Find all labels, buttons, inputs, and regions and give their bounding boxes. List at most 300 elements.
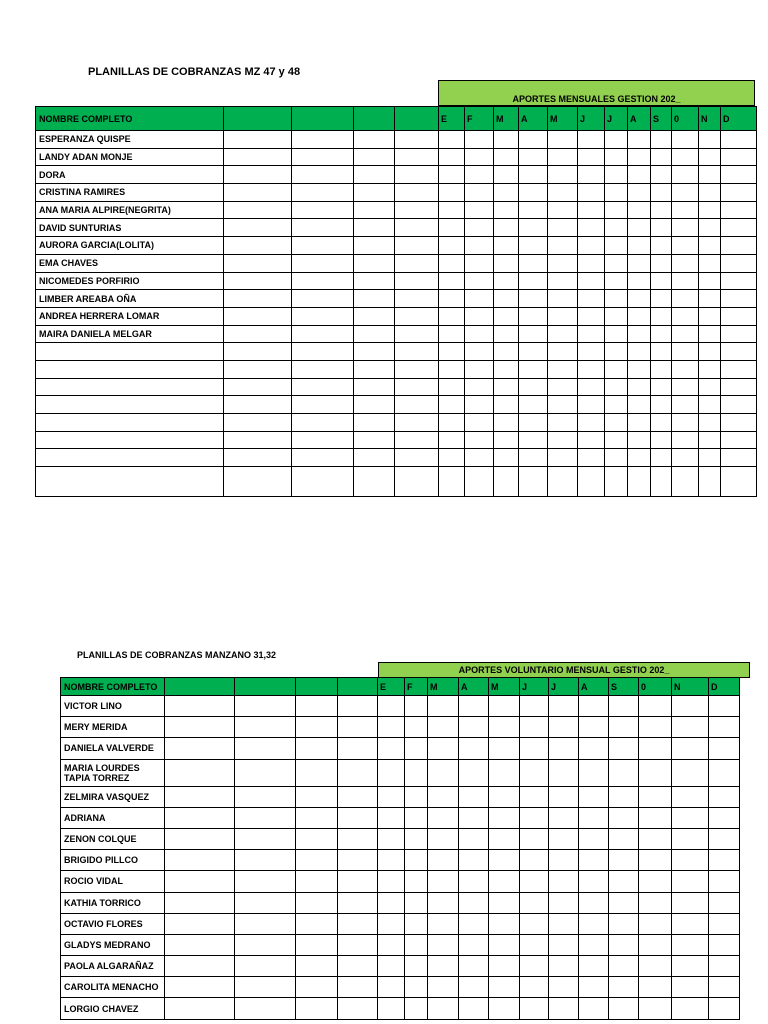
extra-cell[interactable] — [292, 467, 354, 497]
payment-cell[interactable] — [520, 738, 549, 759]
extra-cell[interactable] — [224, 449, 292, 467]
extra-cell[interactable] — [338, 913, 378, 934]
extra-cell[interactable] — [395, 378, 439, 396]
payment-cell[interactable] — [721, 396, 757, 414]
extra-cell[interactable] — [224, 360, 292, 378]
payment-cell[interactable] — [549, 738, 579, 759]
payment-cell[interactable] — [672, 148, 699, 166]
extra-cell[interactable] — [296, 998, 338, 1019]
payment-cell[interactable] — [579, 977, 609, 998]
payment-cell[interactable] — [378, 956, 405, 977]
extra-cell[interactable] — [165, 934, 235, 955]
extra-cell[interactable] — [338, 850, 378, 871]
extra-cell[interactable] — [292, 219, 354, 237]
extra-cell[interactable] — [292, 396, 354, 414]
payment-cell[interactable] — [651, 148, 672, 166]
payment-cell[interactable] — [549, 998, 579, 1019]
member-name[interactable]: OCTAVIO FLORES — [61, 913, 165, 934]
extra-cell[interactable] — [395, 467, 439, 497]
member-name[interactable] — [36, 396, 224, 414]
extra-cell[interactable] — [338, 998, 378, 1019]
payment-cell[interactable] — [721, 219, 757, 237]
payment-cell[interactable] — [699, 431, 721, 449]
extra-cell[interactable] — [354, 201, 395, 219]
member-name[interactable] — [36, 449, 224, 467]
payment-cell[interactable] — [494, 201, 519, 219]
payment-cell[interactable] — [605, 449, 628, 467]
extra-cell[interactable] — [338, 717, 378, 738]
payment-cell[interactable] — [579, 892, 609, 913]
extra-cell[interactable] — [296, 738, 338, 759]
payment-cell[interactable] — [579, 871, 609, 892]
payment-cell[interactable] — [639, 934, 672, 955]
payment-cell[interactable] — [672, 131, 699, 149]
payment-cell[interactable] — [721, 201, 757, 219]
payment-cell[interactable] — [605, 272, 628, 290]
extra-cell[interactable] — [395, 414, 439, 432]
extra-cell[interactable] — [224, 148, 292, 166]
payment-cell[interactable] — [578, 449, 605, 467]
payment-cell[interactable] — [672, 892, 709, 913]
payment-cell[interactable] — [651, 272, 672, 290]
extra-cell[interactable] — [224, 378, 292, 396]
extra-cell[interactable] — [224, 272, 292, 290]
payment-cell[interactable] — [672, 913, 709, 934]
payment-cell[interactable] — [651, 467, 672, 497]
extra-cell[interactable] — [235, 717, 296, 738]
extra-cell[interactable] — [296, 807, 338, 828]
payment-cell[interactable] — [548, 237, 578, 255]
payment-cell[interactable] — [465, 431, 494, 449]
extra-cell[interactable] — [354, 467, 395, 497]
payment-cell[interactable] — [405, 807, 428, 828]
extra-cell[interactable] — [395, 307, 439, 325]
member-name[interactable]: DAVID SUNTURIAS — [36, 219, 224, 237]
payment-cell[interactable] — [628, 325, 651, 343]
payment-cell[interactable] — [721, 307, 757, 325]
payment-cell[interactable] — [672, 290, 699, 308]
payment-cell[interactable] — [494, 449, 519, 467]
payment-cell[interactable] — [405, 828, 428, 849]
payment-cell[interactable] — [465, 184, 494, 202]
payment-cell[interactable] — [672, 828, 709, 849]
payment-cell[interactable] — [578, 201, 605, 219]
extra-cell[interactable] — [224, 467, 292, 497]
payment-cell[interactable] — [378, 913, 405, 934]
payment-cell[interactable] — [651, 414, 672, 432]
member-name[interactable]: LANDY ADAN MONJE — [36, 148, 224, 166]
payment-cell[interactable] — [548, 272, 578, 290]
payment-cell[interactable] — [651, 396, 672, 414]
extra-cell[interactable] — [354, 343, 395, 361]
payment-cell[interactable] — [548, 290, 578, 308]
payment-cell[interactable] — [709, 759, 740, 786]
extra-cell[interactable] — [296, 956, 338, 977]
payment-cell[interactable] — [519, 166, 548, 184]
extra-cell[interactable] — [292, 290, 354, 308]
extra-cell[interactable] — [292, 378, 354, 396]
payment-cell[interactable] — [672, 237, 699, 255]
extra-cell[interactable] — [292, 184, 354, 202]
payment-cell[interactable] — [439, 467, 465, 497]
payment-cell[interactable] — [578, 325, 605, 343]
payment-cell[interactable] — [405, 759, 428, 786]
payment-cell[interactable] — [494, 219, 519, 237]
payment-cell[interactable] — [428, 998, 459, 1019]
payment-cell[interactable] — [699, 396, 721, 414]
extra-cell[interactable] — [354, 131, 395, 149]
payment-cell[interactable] — [489, 807, 520, 828]
payment-cell[interactable] — [489, 786, 520, 807]
payment-cell[interactable] — [548, 378, 578, 396]
extra-cell[interactable] — [354, 378, 395, 396]
member-name[interactable]: ROCIO VIDAL — [61, 871, 165, 892]
payment-cell[interactable] — [672, 378, 699, 396]
payment-cell[interactable] — [459, 913, 489, 934]
extra-cell[interactable] — [292, 343, 354, 361]
payment-cell[interactable] — [578, 378, 605, 396]
payment-cell[interactable] — [520, 786, 549, 807]
payment-cell[interactable] — [651, 201, 672, 219]
extra-cell[interactable] — [296, 850, 338, 871]
payment-cell[interactable] — [548, 201, 578, 219]
payment-cell[interactable] — [639, 696, 672, 717]
payment-cell[interactable] — [405, 717, 428, 738]
payment-cell[interactable] — [548, 431, 578, 449]
payment-cell[interactable] — [578, 237, 605, 255]
extra-cell[interactable] — [395, 449, 439, 467]
payment-cell[interactable] — [548, 219, 578, 237]
payment-cell[interactable] — [405, 786, 428, 807]
extra-cell[interactable] — [395, 272, 439, 290]
payment-cell[interactable] — [578, 414, 605, 432]
payment-cell[interactable] — [428, 717, 459, 738]
payment-cell[interactable] — [439, 254, 465, 272]
payment-cell[interactable] — [378, 850, 405, 871]
payment-cell[interactable] — [549, 977, 579, 998]
payment-cell[interactable] — [709, 977, 740, 998]
payment-cell[interactable] — [605, 414, 628, 432]
payment-cell[interactable] — [699, 449, 721, 467]
extra-cell[interactable] — [354, 166, 395, 184]
payment-cell[interactable] — [520, 892, 549, 913]
extra-cell[interactable] — [296, 892, 338, 913]
payment-cell[interactable] — [628, 343, 651, 361]
payment-cell[interactable] — [721, 378, 757, 396]
payment-cell[interactable] — [628, 307, 651, 325]
payment-cell[interactable] — [699, 307, 721, 325]
payment-cell[interactable] — [428, 850, 459, 871]
payment-cell[interactable] — [709, 786, 740, 807]
payment-cell[interactable] — [459, 717, 489, 738]
extra-cell[interactable] — [224, 131, 292, 149]
extra-cell[interactable] — [224, 254, 292, 272]
payment-cell[interactable] — [709, 738, 740, 759]
payment-cell[interactable] — [548, 360, 578, 378]
extra-cell[interactable] — [292, 414, 354, 432]
payment-cell[interactable] — [628, 449, 651, 467]
payment-cell[interactable] — [699, 131, 721, 149]
member-name[interactable]: MERY MERIDA — [61, 717, 165, 738]
extra-cell[interactable] — [235, 892, 296, 913]
payment-cell[interactable] — [578, 467, 605, 497]
extra-cell[interactable] — [395, 396, 439, 414]
payment-cell[interactable] — [609, 892, 639, 913]
extra-cell[interactable] — [224, 414, 292, 432]
payment-cell[interactable] — [605, 396, 628, 414]
payment-cell[interactable] — [605, 290, 628, 308]
member-name[interactable]: ANA MARIA ALPIRE(NEGRITA) — [36, 201, 224, 219]
extra-cell[interactable] — [292, 148, 354, 166]
payment-cell[interactable] — [378, 786, 405, 807]
extra-cell[interactable] — [292, 166, 354, 184]
payment-cell[interactable] — [405, 956, 428, 977]
extra-cell[interactable] — [296, 696, 338, 717]
payment-cell[interactable] — [428, 828, 459, 849]
extra-cell[interactable] — [354, 431, 395, 449]
extra-cell[interactable] — [235, 696, 296, 717]
payment-cell[interactable] — [651, 184, 672, 202]
payment-cell[interactable] — [672, 467, 699, 497]
payment-cell[interactable] — [628, 131, 651, 149]
payment-cell[interactable] — [489, 759, 520, 786]
payment-cell[interactable] — [520, 717, 549, 738]
payment-cell[interactable] — [519, 254, 548, 272]
payment-cell[interactable] — [405, 850, 428, 871]
payment-cell[interactable] — [494, 254, 519, 272]
payment-cell[interactable] — [709, 828, 740, 849]
member-name[interactable]: AURORA GARCIA(LOLITA) — [36, 237, 224, 255]
payment-cell[interactable] — [699, 254, 721, 272]
member-name[interactable]: NICOMEDES PORFIRIO — [36, 272, 224, 290]
extra-cell[interactable] — [165, 871, 235, 892]
payment-cell[interactable] — [672, 977, 709, 998]
payment-cell[interactable] — [465, 414, 494, 432]
member-name[interactable] — [36, 360, 224, 378]
extra-cell[interactable] — [235, 807, 296, 828]
member-name[interactable] — [36, 378, 224, 396]
member-name[interactable]: PAOLA ALGARAÑAZ — [61, 956, 165, 977]
extra-cell[interactable] — [165, 913, 235, 934]
payment-cell[interactable] — [709, 807, 740, 828]
extra-cell[interactable] — [224, 166, 292, 184]
payment-cell[interactable] — [651, 325, 672, 343]
extra-cell[interactable] — [165, 892, 235, 913]
payment-cell[interactable] — [605, 219, 628, 237]
extra-cell[interactable] — [395, 431, 439, 449]
extra-cell[interactable] — [395, 219, 439, 237]
payment-cell[interactable] — [672, 360, 699, 378]
payment-cell[interactable] — [439, 325, 465, 343]
payment-cell[interactable] — [459, 738, 489, 759]
payment-cell[interactable] — [628, 166, 651, 184]
payment-cell[interactable] — [721, 467, 757, 497]
payment-cell[interactable] — [428, 934, 459, 955]
payment-cell[interactable] — [709, 850, 740, 871]
payment-cell[interactable] — [578, 343, 605, 361]
payment-cell[interactable] — [519, 201, 548, 219]
payment-cell[interactable] — [519, 343, 548, 361]
member-name[interactable]: GLADYS MEDRANO — [61, 934, 165, 955]
payment-cell[interactable] — [459, 998, 489, 1019]
payment-cell[interactable] — [672, 717, 709, 738]
payment-cell[interactable] — [428, 759, 459, 786]
extra-cell[interactable] — [296, 977, 338, 998]
payment-cell[interactable] — [439, 431, 465, 449]
member-name[interactable]: CAROLITA MENACHO — [61, 977, 165, 998]
payment-cell[interactable] — [520, 696, 549, 717]
payment-cell[interactable] — [699, 184, 721, 202]
payment-cell[interactable] — [605, 184, 628, 202]
extra-cell[interactable] — [354, 237, 395, 255]
extra-cell[interactable] — [292, 431, 354, 449]
payment-cell[interactable] — [721, 166, 757, 184]
payment-cell[interactable] — [709, 892, 740, 913]
payment-cell[interactable] — [494, 360, 519, 378]
payment-cell[interactable] — [519, 290, 548, 308]
payment-cell[interactable] — [549, 828, 579, 849]
payment-cell[interactable] — [405, 696, 428, 717]
payment-cell[interactable] — [721, 272, 757, 290]
extra-cell[interactable] — [354, 254, 395, 272]
payment-cell[interactable] — [605, 254, 628, 272]
extra-cell[interactable] — [235, 913, 296, 934]
payment-cell[interactable] — [609, 913, 639, 934]
payment-cell[interactable] — [378, 696, 405, 717]
extra-cell[interactable] — [224, 307, 292, 325]
payment-cell[interactable] — [519, 184, 548, 202]
payment-cell[interactable] — [489, 998, 520, 1019]
extra-cell[interactable] — [354, 290, 395, 308]
payment-cell[interactable] — [439, 378, 465, 396]
payment-cell[interactable] — [519, 131, 548, 149]
extra-cell[interactable] — [165, 738, 235, 759]
payment-cell[interactable] — [549, 913, 579, 934]
payment-cell[interactable] — [672, 934, 709, 955]
extra-cell[interactable] — [165, 717, 235, 738]
payment-cell[interactable] — [721, 254, 757, 272]
payment-cell[interactable] — [672, 998, 709, 1019]
payment-cell[interactable] — [709, 717, 740, 738]
payment-cell[interactable] — [672, 807, 709, 828]
payment-cell[interactable] — [489, 892, 520, 913]
payment-cell[interactable] — [579, 828, 609, 849]
payment-cell[interactable] — [578, 219, 605, 237]
payment-cell[interactable] — [548, 343, 578, 361]
payment-cell[interactable] — [519, 325, 548, 343]
payment-cell[interactable] — [549, 871, 579, 892]
payment-cell[interactable] — [672, 166, 699, 184]
payment-cell[interactable] — [548, 131, 578, 149]
payment-cell[interactable] — [628, 431, 651, 449]
payment-cell[interactable] — [639, 850, 672, 871]
payment-cell[interactable] — [378, 892, 405, 913]
payment-cell[interactable] — [721, 237, 757, 255]
extra-cell[interactable] — [296, 828, 338, 849]
extra-cell[interactable] — [395, 166, 439, 184]
extra-cell[interactable] — [235, 850, 296, 871]
payment-cell[interactable] — [651, 254, 672, 272]
payment-cell[interactable] — [378, 828, 405, 849]
payment-cell[interactable] — [672, 738, 709, 759]
extra-cell[interactable] — [224, 201, 292, 219]
payment-cell[interactable] — [465, 467, 494, 497]
payment-cell[interactable] — [639, 717, 672, 738]
payment-cell[interactable] — [459, 934, 489, 955]
extra-cell[interactable] — [338, 956, 378, 977]
payment-cell[interactable] — [494, 237, 519, 255]
payment-cell[interactable] — [428, 913, 459, 934]
payment-cell[interactable] — [721, 414, 757, 432]
payment-cell[interactable] — [672, 343, 699, 361]
payment-cell[interactable] — [699, 467, 721, 497]
payment-cell[interactable] — [605, 201, 628, 219]
payment-cell[interactable] — [605, 237, 628, 255]
extra-cell[interactable] — [165, 807, 235, 828]
payment-cell[interactable] — [549, 759, 579, 786]
payment-cell[interactable] — [494, 431, 519, 449]
payment-cell[interactable] — [709, 998, 740, 1019]
payment-cell[interactable] — [609, 807, 639, 828]
payment-cell[interactable] — [459, 696, 489, 717]
payment-cell[interactable] — [519, 396, 548, 414]
payment-cell[interactable] — [439, 148, 465, 166]
payment-cell[interactable] — [465, 148, 494, 166]
payment-cell[interactable] — [549, 934, 579, 955]
payment-cell[interactable] — [639, 913, 672, 934]
payment-cell[interactable] — [578, 254, 605, 272]
payment-cell[interactable] — [605, 307, 628, 325]
payment-cell[interactable] — [672, 219, 699, 237]
extra-cell[interactable] — [165, 828, 235, 849]
payment-cell[interactable] — [489, 828, 520, 849]
payment-cell[interactable] — [519, 307, 548, 325]
payment-cell[interactable] — [578, 166, 605, 184]
payment-cell[interactable] — [439, 360, 465, 378]
extra-cell[interactable] — [338, 934, 378, 955]
payment-cell[interactable] — [651, 290, 672, 308]
payment-cell[interactable] — [579, 998, 609, 1019]
payment-cell[interactable] — [609, 786, 639, 807]
payment-cell[interactable] — [579, 934, 609, 955]
extra-cell[interactable] — [235, 759, 296, 786]
extra-cell[interactable] — [395, 325, 439, 343]
payment-cell[interactable] — [699, 360, 721, 378]
payment-cell[interactable] — [520, 759, 549, 786]
extra-cell[interactable] — [224, 219, 292, 237]
extra-cell[interactable] — [165, 977, 235, 998]
payment-cell[interactable] — [549, 956, 579, 977]
payment-cell[interactable] — [494, 467, 519, 497]
payment-cell[interactable] — [578, 431, 605, 449]
payment-cell[interactable] — [699, 378, 721, 396]
extra-cell[interactable] — [235, 998, 296, 1019]
payment-cell[interactable] — [579, 696, 609, 717]
member-name[interactable]: ADRIANA — [61, 807, 165, 828]
payment-cell[interactable] — [548, 166, 578, 184]
payment-cell[interactable] — [548, 148, 578, 166]
payment-cell[interactable] — [549, 696, 579, 717]
payment-cell[interactable] — [459, 892, 489, 913]
payment-cell[interactable] — [494, 184, 519, 202]
member-name[interactable]: EMA CHAVES — [36, 254, 224, 272]
extra-cell[interactable] — [395, 201, 439, 219]
payment-cell[interactable] — [519, 148, 548, 166]
payment-cell[interactable] — [459, 956, 489, 977]
payment-cell[interactable] — [519, 449, 548, 467]
extra-cell[interactable] — [165, 759, 235, 786]
extra-cell[interactable] — [395, 131, 439, 149]
